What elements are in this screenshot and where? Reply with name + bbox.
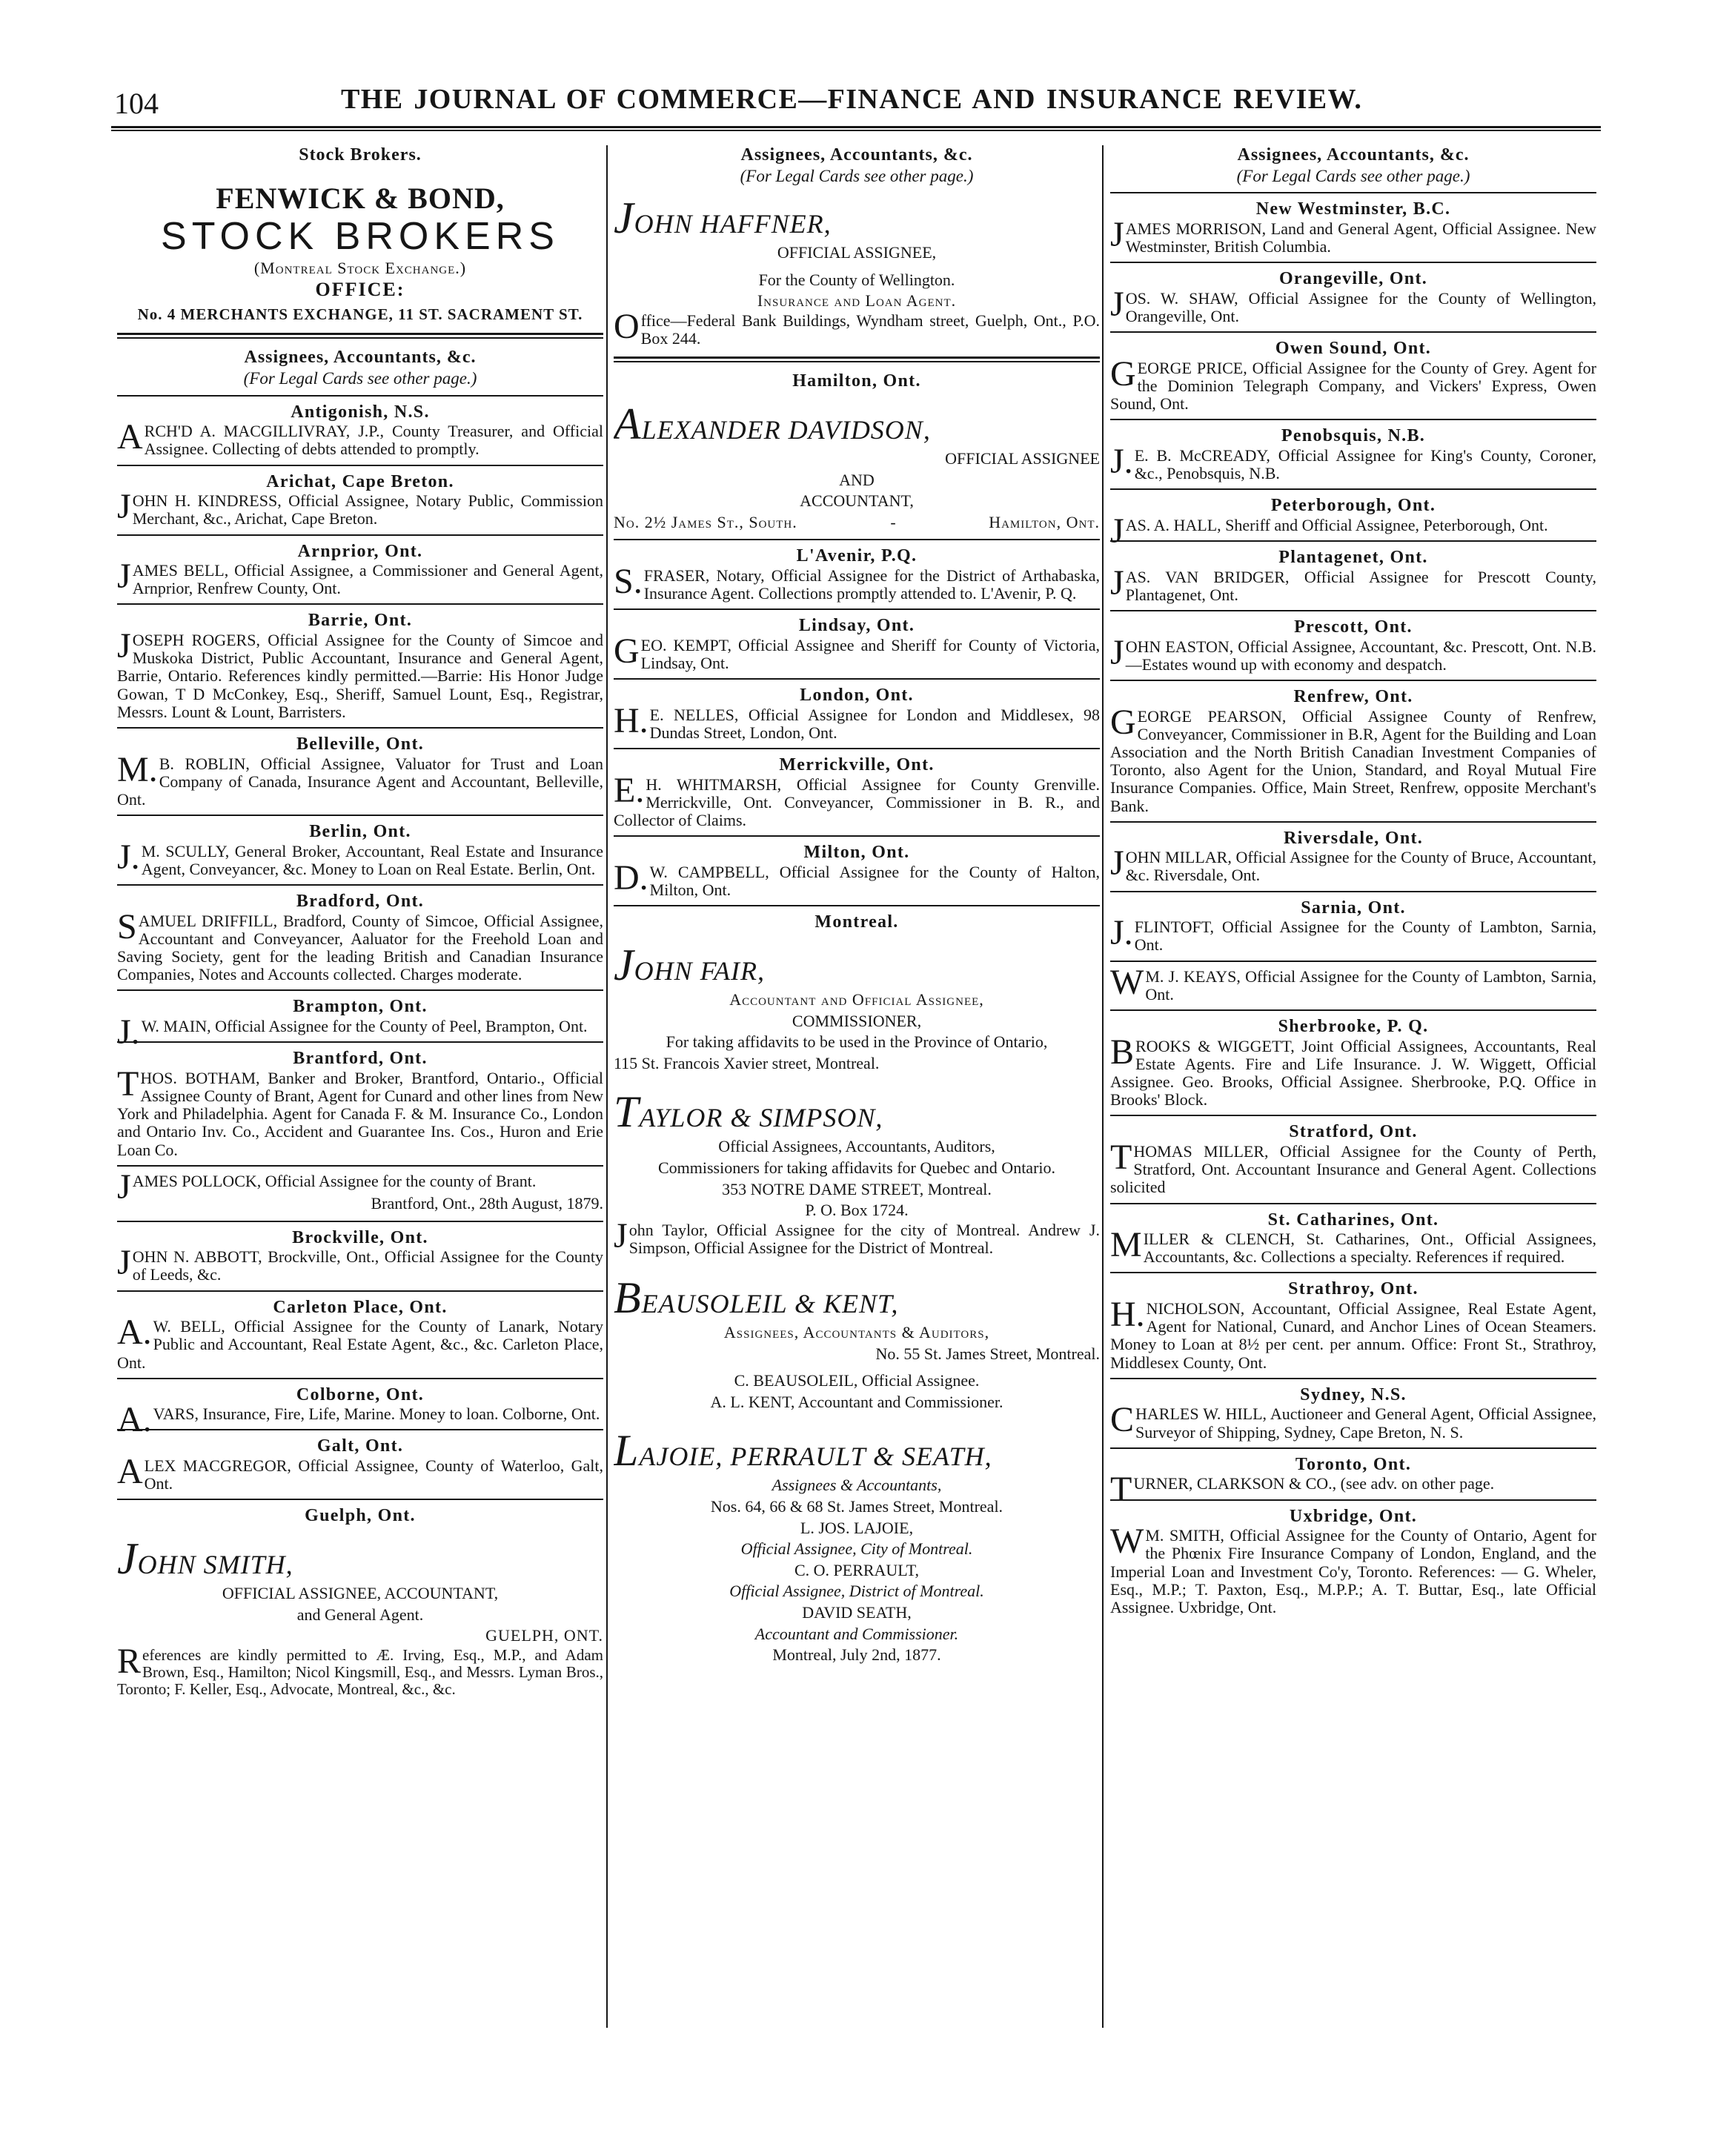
town-heading: Arichat, Cape Breton. [266,471,454,491]
card-line: John Taylor, Official Assignee for the city of Montreal. Andrew J. Simpson, Official Assignee for the District of Montreal. [614,1215,1100,1257]
address-street: No. 2½ James St., South. [614,512,797,531]
card-name: LAJOIE, PERRAULT & SEATH, [614,1426,992,1476]
column-1 [117,145,603,2028]
entry-rule [1110,1115,1596,1116]
card-line: OFFICIAL ASSIGNEE, ACCOUNTANT, [222,1584,499,1603]
entry-rule [117,465,603,466]
card-name: TAYLOR & SIMPSON, [614,1087,883,1137]
section-heading: Stock Brokers. [299,145,422,165]
spacer [614,1074,1100,1080]
card-line: COMMISSIONER, [792,1011,922,1030]
spacer [614,1260,1100,1266]
page-number: 104 [114,87,159,120]
card-line: C. O. PERRAULT, [794,1560,920,1579]
listing-text: GEO. KEMPT, Official Assignee and Sheriff for County of Victoria, Lindsay, Ont. [614,631,1100,673]
listing-text: THOS. BOTHAM, Banker and Broker, Brantford, Ontario., Official Assignee County of Brant, Agent for Cunard and other lines from New York and Philadelphia. Agent for Canada F. & M. Insurance Co., London and Ontario Inv. Co., Accident and Guarantee Ins. Cos., Huron and Erie Loan Co. [117,1064,603,1159]
card-name: JOHN HAFFNER, [614,193,832,243]
town-heading: Orangeville, Ont. [1278,269,1428,289]
card-line: C. BEAUSOLEIL, Official Assignee. [734,1371,980,1390]
town-heading: Brockville, Ont. [292,1227,428,1247]
town-heading: Plantagenet, Ont. [1278,548,1428,568]
entry-rule [117,395,603,397]
entry-rule [117,1378,603,1379]
listing-text: JAS. VAN BRIDGER, Official Assignee for Prescott County, Plantagenet, Ont. [1110,563,1596,604]
card-line: P. O. Box 1724. [805,1201,909,1220]
town-heading: Milton, Ont. [803,843,910,863]
column-2 [614,145,1100,2028]
entry-rule [117,1221,603,1222]
section-heading: Assignees, Accountants, &c. [1237,145,1470,165]
listing-text: SAMUEL DRIFFILL, Bradford, County of Simcoe, Official Assignee, Accountant and Conveyancer, Aaluator for the Freehold Loan and Saving Society, gent for the leading British and Canadian Insurance Companies, Notes and Accounts collected. Charges moderate. [117,906,603,984]
entry-rule [1110,540,1596,542]
town-heading: Riversdale, Ont. [1283,828,1424,848]
town-heading: Prescott, Ont. [1294,617,1413,637]
entry-rule [117,727,603,729]
listing-text: J.M. SCULLY, General Broker, Accountant, Real Estate and Insurance Agent, Conveyancer, &c. Money to Loan on Real Estate. Berlin, Ont. [117,837,603,878]
town-heading: Peterborough, Ont. [1270,496,1436,516]
listing-text: H.E. NELLES, Official Assignee for London and Middlesex, 98 Dundas Street, London, Ont. [614,700,1100,743]
card-line: Nos. 64, 66 & 68 St. James Street, Montreal. [710,1497,1003,1516]
card-line: L. JOS. LAJOIE, [800,1518,914,1537]
address-city: Hamilton, Ont. [989,512,1100,531]
card-name: JOHN FAIR, [614,940,765,989]
entry-rule [1110,262,1596,263]
listing-text: JOHN H. KINDRESS, Official Assignee, Notary Public, Commission Merchant, &c., Arichat, Cape Breton. [117,487,603,528]
section-rule [614,356,1100,362]
listing-text: JAMES POLLOCK, Official Assignee for the county of Brant. [117,1167,537,1207]
listing-text: GEORGE PEARSON, Official Assignee County of Renfrew, Conveyancer, Commissioner in B.R, Agent for the Building and Loan Association and the North British Canadian Investment Companies of Toronto, also Agent for the Union, Standard, and Royal Mutual Fire Insurance Companies. Office, Main Street, Renfrew, opposite Merchant's Bank. [1110,702,1596,815]
entry-rule [117,1041,603,1043]
listing-text: J.FLINTOFT, Official Assignee for the County of Lambton, Sarnia, Ont. [1110,913,1596,955]
entry-rule [614,608,1100,610]
town-heading: Strathroy, Ont. [1288,1279,1419,1299]
card-line: and General Agent. [296,1605,424,1624]
town-heading: Berlin, Ont. [309,822,411,842]
card-line: No. 55 St. James Street, Montreal. [875,1344,1100,1363]
address-dash: - [890,512,896,531]
entry-rule [1110,1499,1596,1501]
card-line: AND [839,470,875,489]
column-divider [1102,145,1104,2028]
town-heading: Owen Sound, Ont. [1275,339,1432,359]
card-line: For the County of Wellington. [758,270,955,289]
town-heading: New Westminster, B.C. [1255,199,1451,219]
section-subheading: (For Legal Cards see other page.) [243,368,477,388]
town-heading: Renfrew, Ont. [1293,686,1413,706]
town-heading: Sarnia, Ont. [1301,898,1406,918]
office-address: No. 4 MERCHANTS EXCHANGE, 11 ST. SACRAMENT ST. [137,305,583,324]
listing-text: JOHN EASTON, Official Assignee, Accountant, &c. Prescott, Ont. N.B.—Estates wound up with economy and despatch. [1110,632,1596,674]
town-heading: Bradford, Ont. [296,892,425,912]
card-line: Office—Federal Bank Buildings, Wyndham street, Guelph, Ont., P.O. Box 244. [614,306,1100,348]
listing-text: THOMAS MILLER, Official Assignee for the County of Perth, Stratford, Ont. Accountant Insurance and General Agent. Collections solicited [1110,1137,1596,1197]
town-heading: Antigonish, N.S. [291,402,430,422]
town-heading: Guelph, Ont. [305,1506,416,1526]
entry-rule [614,905,1100,906]
listing-text: A.W. BELL, Official Assignee for the County of Lanark, Notary Public and Accountant, Real Estate Agent, &c., &c. Carleton Place, Ont. [117,1313,603,1372]
card-line: Montreal, July 2nd, 1877. [772,1645,941,1665]
listing-text: JOHN MILLAR, Official Assignee for the County of Bruce, Accountant, &c. Riversdale, Ont. [1110,843,1596,885]
card-line: OFFICIAL ASSIGNEE, [777,243,937,262]
listing-text: TURNER, CLARKSON & CO., (see adv. on other page. [1110,1470,1495,1510]
column-3 [1110,145,1596,2028]
town-heading: Brantford, Ont. [293,1049,428,1069]
town-heading: Hamilton, Ont. [792,371,921,391]
card-line: A. L. KENT, Accountant and Commissioner. [710,1392,1003,1411]
section-heading: Assignees, Accountants, &c. [740,145,973,165]
listing-text: WM. SMITH, Official Assignee for the County of Ontario, Agent for the Phœnix Fire Insurance Company of London, England, and the Imperial Loan and Investment Co'y, Toronto. References: — G. Wheler, Esq., M.P.; T. Paxton, Esq., M.P.P.; A. T. Buttar, Esq., late Official Assignee. Uxbridge, Ont. [1110,1522,1596,1616]
entry-rule [1110,891,1596,892]
town-heading: Stratford, Ont. [1289,1122,1418,1142]
listing-text: JOS. W. SHAW, Official Assignee for the County of Wellington, Orangeville, Ont. [1110,284,1596,325]
card-line: ACCOUNTANT, [800,491,914,511]
firm-trade: STOCK BROKERS [161,214,560,258]
entry-rule [1110,821,1596,823]
card-line: OFFICIAL ASSIGNEE [945,448,1100,468]
listing-text: H.NICHOLSON, Accountant, Official Assignee, Real Estate Agent, Agent for National, Cunard, and Anchor Lines of Ocean Steamers. Money to Loan at 8½ per cent. per annum. Office: Front St., Strathroy, Middlesex County, Ont. [1110,1295,1596,1372]
card-line: Assignees, Accountants & Auditors, [723,1323,990,1342]
town-heading: Sydney, N.S. [1300,1384,1407,1404]
card-name: BEAUSOLEIL & KENT, [614,1273,899,1323]
town-heading: Barrie, Ont. [308,611,413,631]
town-heading: Sherbrooke, P. Q. [1278,1017,1429,1036]
town-heading: Arnprior, Ont. [297,541,423,561]
listing-text: J.E. B. McCREADY, Official Assignee for King's County, Coroner, &c., Penobsquis, N.B. [1110,441,1596,483]
town-heading: Uxbridge, Ont. [1289,1506,1418,1526]
entry-rule [117,1165,603,1167]
entry-rule [614,748,1100,749]
listing-text: JOSEPH ROGERS, Official Assignee for the County of Simcoe and Muskoka District, Public Accountant, Insurance and General Agent, Barrie, Ontario. References kindly permitted.—Barrie: His Honor Judge Gowan, T D McConkey, Esq., Sheriff, Samuel Lount, Esq., Registrar, Messrs. Lount & Lount, Barristers. [117,626,603,721]
entry-rule [117,1499,603,1500]
town-heading: Carleton Place, Ont. [273,1297,448,1317]
spacer [614,1413,1100,1419]
entry-rule [1110,419,1596,420]
section-rule [117,333,603,339]
exchange-note: (Montreal Stock Exchange.) [253,258,467,277]
town-heading: Montreal. [814,912,899,932]
listing-text: MILLER & CLENCH, St. Catharines, Ont., Official Assignees, Accountants, &c. Collections a specialty. References if required. [1110,1225,1596,1267]
card-place: GUELPH, ONT. [485,1626,603,1645]
entry-rule [117,1290,603,1292]
listing-text: JAMES MORRISON, Land and General Agent, Official Assignee. New Westminster, British Columbia. [1110,214,1596,256]
listing-text: ALEX MACGREGOR, Official Assignee, County of Waterloo, Galt, Ont. [117,1452,603,1493]
card-line: Accountant and Commissioner. [754,1624,959,1643]
entry-rule [117,534,603,536]
entry-rule [117,884,603,886]
listing-text: D.W. CAMPBELL, Official Assignee for the County of Halton, Milton, Ont. [614,858,1100,900]
entry-rule [1110,1378,1596,1379]
entry-rule [1110,680,1596,681]
card-references: References are kindly permitted to Æ. Irving, Esq., M.P., and Adam Brown, Esq., Hamilton; Nicol Kingsmill, Esq., and Messrs. Lyman Bros., Toronto; F. Keller, Esq., Advocate, Montreal, &c., &c. [117,1641,603,1698]
listing-dateline: Brantford, Ont., 28th August, 1879. [371,1193,603,1213]
listing-text: JOHN N. ABBOTT, Brockville, Ont., Official Assignee for the County of Leeds, &c. [117,1243,603,1284]
listing-text: S.FRASER, Notary, Official Assignee for the District of Arthabaska, Insurance Agent. Collections promptly attended to. L'Avenir, P. Q. [614,561,1100,603]
entry-rule [1110,610,1596,611]
card-name: ALEXANDER DAVIDSON, [614,399,931,448]
section-subheading: (For Legal Cards see other page.) [740,166,974,185]
town-heading: Lindsay, Ont. [798,616,915,636]
town-heading: St. Catharines, Ont. [1267,1210,1439,1230]
town-heading: Galt, Ont. [316,1436,404,1456]
card-line: Commissioners for taking affidavits for Quebec and Ontario. [657,1158,1056,1177]
entry-rule [117,1429,603,1430]
listing-text: ARCH'D A. MACGILLIVRAY, J.P., County Treasurer, and Official Assignee. Collecting of debts attended to promptly. [117,417,603,459]
town-heading: Toronto, Ont. [1295,1454,1412,1474]
entry-rule [117,815,603,816]
listing-text: JAMES BELL, Official Assignee, a Commissioner and General Agent, Arnprior, Renfrew County, Ont. [117,557,603,598]
card-line: Assignees & Accountants, [772,1476,942,1495]
town-heading: Colborne, Ont. [296,1384,425,1404]
card-line: 115 St. Francois Xavier street, Montreal. [614,1053,880,1072]
entry-rule [614,539,1100,540]
card-line: Official Assignee, City of Montreal. [740,1539,973,1559]
card-line: Official Assignees, Accountants, Auditors, [718,1137,995,1156]
card-line: DAVID SEATH, [802,1603,912,1622]
town-heading: Merrickville, Ont. [779,755,935,775]
town-heading: Belleville, Ont. [296,734,425,754]
town-heading: L'Avenir, P.Q. [796,546,918,566]
card-name: JOHN SMITH, [117,1534,293,1584]
entry-rule [1110,1447,1596,1449]
listing-text: WM. J. KEAYS, Official Assignee for the County of Lambton, Sarnia, Ont. [1110,962,1596,1004]
listing-text: GEORGE PRICE, Official Assignee for the County of Grey. Agent for the Dominion Telegraph Company, and Vickers' Express, Owen Sound, Ont. [1110,354,1596,414]
entry-rule [117,989,603,991]
column-divider [606,145,608,2028]
listing-text: CHARLES W. HILL, Auctioneer and General Agent, Official Assignee, Surveyor of Shipping, Sydney, Cape Breton, N. S. [1110,1400,1596,1442]
entry-rule [1110,1272,1596,1273]
firm-name: FENWICK & BOND, [216,181,505,215]
listing-text: M.B. ROBLIN, Official Assignee, Valuator for Trust and Loan Company of Canada, Insurance Agent and Accountant, Belleville, Ont. [117,749,603,809]
section-subheading: (For Legal Cards see other page.) [1236,166,1470,185]
office-label: OFFICE: [315,279,405,301]
entry-rule [1110,1009,1596,1011]
section-heading: Assignees, Accountants, &c. [244,348,477,368]
listing-text: JAS. A. HALL, Sheriff and Official Assignee, Peterborough, Ont. [1110,511,1548,551]
card-line: Insurance and Loan Agent. [757,291,957,311]
card-line: Official Assignee, District of Montreal. [729,1582,984,1601]
entry-rule [117,603,603,605]
entry-rule [614,678,1100,680]
card-address [614,512,1100,534]
header-rule [111,126,1601,131]
entry-rule [1110,1203,1596,1204]
listing-text: A.VARS, Insurance, Fire, Life, Marine. Money to loan. Colborne, Ont. [117,1400,600,1440]
entry-rule [1110,961,1596,962]
spacer [614,1364,1100,1370]
entry-rule [614,835,1100,837]
page-header [111,80,1601,125]
card-line: For taking affidavits to be used in the Province of Ontario, [666,1032,1048,1052]
entry-rule [1110,488,1596,490]
listing-text: E.H. WHITMARSH, Official Assignee for County Grenville. Merrickville, Ont. Conveyancer, Commissioner in B. R., and Collector of Claims. [614,770,1100,830]
card-line: 353 NOTRE DAME STREET, Montreal. [722,1179,992,1198]
town-heading: London, Ont. [800,686,914,706]
town-heading: Brampton, Ont. [293,997,428,1017]
journal-title: THE JOURNAL OF COMMERCE—FINANCE AND INSURANCE REVIEW. [341,84,1363,115]
listing-text: J.W. MAIN, Official Assignee for the County of Peel, Brampton, Ont. [117,1012,588,1052]
card-line: Accountant and Official Assignee, [729,989,984,1009]
town-heading: Penobsquis, N.B. [1281,426,1426,446]
entry-rule [1110,192,1596,193]
entry-rule [1110,331,1596,333]
spacer [614,264,1100,270]
listing-text: BROOKS & WIGGETT, Joint Official Assignees, Accountants, Real Estate Agents. Fire and Life Insurance. J. W. Wiggett, Official Assignee. Geo. Brooks, Official Assignee. Sherbrooke, P.Q. Office in Brooks' Block. [1110,1032,1596,1109]
